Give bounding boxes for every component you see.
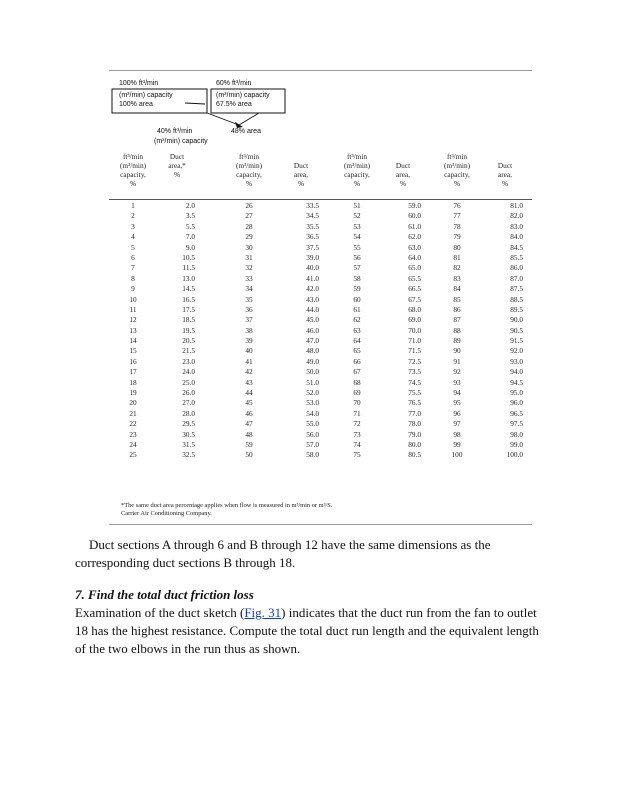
table-cell: 74 <box>353 439 361 449</box>
table-cell: 97 <box>453 419 461 429</box>
table-cell: 5.5 <box>185 221 195 231</box>
table-cell: 65 <box>353 346 361 356</box>
table-cell: 93.0 <box>510 356 523 366</box>
table-row <box>109 408 532 418</box>
table-cell: 85.5 <box>510 252 523 262</box>
table-cell: 39 <box>245 336 253 346</box>
column-header-line: % <box>453 179 461 188</box>
table-cell: 54 <box>353 232 361 242</box>
table-cell: 47 <box>245 419 253 429</box>
table-cell: 55.0 <box>306 419 319 429</box>
table-cell: 76.5 <box>408 398 421 408</box>
table-cell: 94.0 <box>510 367 523 377</box>
table-cell: 90 <box>453 346 461 356</box>
table-cell: 48 <box>245 429 253 439</box>
table-cell: 59.0 <box>408 201 421 210</box>
paragraph-duct-sections: Duct sections A through 6 and B through 12 have the same dimensions as the corresponding duct sections B through 18. <box>75 537 491 570</box>
table-cell: 86.0 <box>510 263 523 273</box>
column-header-line: ft³/min <box>238 152 260 161</box>
table-row <box>109 304 532 314</box>
diag-label-48-area: 48% area <box>231 128 261 135</box>
table-cell: 61.0 <box>408 221 421 231</box>
table-cell: 46.0 <box>306 325 319 335</box>
table-cell: 17.5 <box>182 304 195 314</box>
column-header <box>335 152 379 188</box>
column-header-line: ft³/min <box>446 152 468 161</box>
table-cell: 66 <box>353 356 361 366</box>
table-cell: 67 <box>353 367 361 377</box>
table-row <box>109 449 532 459</box>
column-header-line: capacity, <box>120 170 146 179</box>
table-cell: 30 <box>245 242 253 252</box>
table-cell: 22 <box>129 419 137 429</box>
table-cell: 53.0 <box>306 398 319 408</box>
table-cell: 78 <box>453 221 461 231</box>
column-header-line: % <box>129 179 137 188</box>
table-cell: 85 <box>453 294 461 304</box>
table-cell: 87.0 <box>510 273 523 283</box>
table-row <box>109 231 532 241</box>
table-cell: 76 <box>453 201 461 210</box>
table-cell: 58 <box>353 273 361 283</box>
table-cell: 51 <box>353 201 361 210</box>
table-cell: 4 <box>131 232 135 242</box>
table-cell: 82.0 <box>510 211 523 221</box>
table-cell: 98 <box>453 429 461 439</box>
table-cell: 33 <box>245 273 253 283</box>
diag-label-100-cfm: 100% ft³/min <box>119 80 159 87</box>
table-cell: 89 <box>453 336 461 346</box>
table-cell: 36.5 <box>306 232 319 242</box>
table-cell: 89.5 <box>510 304 523 314</box>
table-cell: 2.0 <box>185 201 195 210</box>
paragraph-text-after-link: ) indicates that the duct run from the fan to outlet 18 has the highest resistance. Compute the total duct run length and the equivalent length of the two elbows in the run thus as shown. <box>75 605 539 656</box>
table-row <box>109 325 532 335</box>
table-cell: 58.0 <box>306 450 319 460</box>
table-cell: 46 <box>245 408 253 418</box>
column-header <box>111 152 155 188</box>
table-cell: 69 <box>353 388 361 398</box>
table-cell: 75 <box>353 450 361 460</box>
table-cell: 9 <box>131 284 135 294</box>
table-cell: 39.0 <box>306 252 319 262</box>
table-cell: 10.5 <box>182 252 195 262</box>
table-cell: 13.0 <box>182 273 195 283</box>
table-cell: 17 <box>129 367 137 377</box>
column-header <box>279 161 323 188</box>
table-cell: 14 <box>129 336 137 346</box>
table-cell: 14.5 <box>182 284 195 294</box>
column-header-line: area,* <box>168 161 186 170</box>
table-cell: 20 <box>129 398 137 408</box>
table-cell: 2 <box>131 211 135 221</box>
table-cell: 43.0 <box>306 294 319 304</box>
table-cell: 18 <box>129 377 137 387</box>
table-cell: 71 <box>353 408 361 418</box>
table-row <box>109 294 532 304</box>
column-header-line: capacity, <box>444 170 470 179</box>
duct-split-diagram <box>109 71 532 153</box>
table-cell: 88.5 <box>510 294 523 304</box>
table-cell: 43 <box>245 377 253 387</box>
table-cell: 27 <box>245 211 253 221</box>
table-cell: 90.0 <box>510 315 523 325</box>
table-source: Carrier Air Conditioning Company. <box>121 510 212 517</box>
table-cell: 100 <box>451 450 463 460</box>
column-header <box>227 152 271 188</box>
table-cell: 18.5 <box>182 315 195 325</box>
diag-label-60-area: 67.5% area <box>216 101 252 108</box>
table-cell: 37.5 <box>306 242 319 252</box>
table-cell: 38 <box>245 325 253 335</box>
table-cell: 49.0 <box>306 356 319 366</box>
diag-label-100-capacity: (m³/min) capacity <box>119 92 173 99</box>
duct-table-figure <box>109 70 532 525</box>
diag-label-100-area: 100% area <box>119 101 153 108</box>
table-cell: 33.5 <box>306 201 319 210</box>
table-cell: 95.0 <box>510 388 523 398</box>
diag-label-60-capacity: (m³/min) capacity <box>216 92 270 99</box>
table-cell: 13 <box>129 325 137 335</box>
table-cell: 94 <box>453 388 461 398</box>
column-header-line: % <box>353 179 361 188</box>
table-cell: 99.0 <box>510 439 523 449</box>
table-cell: 59 <box>353 284 361 294</box>
table-cell: 94.5 <box>510 377 523 387</box>
table-cell: 81 <box>453 252 461 262</box>
table-cell: 30.5 <box>182 429 195 439</box>
table-cell: 54.0 <box>306 408 319 418</box>
figure-link[interactable]: Fig. 31 <box>244 605 282 620</box>
table-cell: 5 <box>131 242 135 252</box>
column-header <box>381 161 425 188</box>
table-cell: 34 <box>245 284 253 294</box>
table-cell: 1 <box>131 201 135 210</box>
table-cell: 7.0 <box>185 232 195 242</box>
table-cell: 25.0 <box>182 377 195 387</box>
table-cell: 27.0 <box>182 398 195 408</box>
table-row <box>109 210 532 220</box>
table-cell: 24.0 <box>182 367 195 377</box>
table-row <box>109 335 532 345</box>
column-header-line: area, <box>396 170 410 179</box>
diag-label-60-cfm: 60% ft³/min <box>216 80 252 87</box>
table-cell: 10 <box>129 294 137 304</box>
table-cell: 75.5 <box>408 388 421 398</box>
paragraph-friction-loss <box>75 604 547 658</box>
diag-label-40-capacity: (m³/min) capacity <box>154 138 208 145</box>
table-cell: 20.5 <box>182 336 195 346</box>
table-cell: 78.0 <box>408 419 421 429</box>
table-cell: 19 <box>129 388 137 398</box>
column-header-line: Duct <box>395 161 411 170</box>
table-cell: 42 <box>245 367 253 377</box>
table-row <box>109 429 532 439</box>
table-cell: 95 <box>453 398 461 408</box>
table-cell: 45 <box>245 398 253 408</box>
table-cell: 50.0 <box>306 367 319 377</box>
table-cell: 67.5 <box>408 294 421 304</box>
table-cell: 63.0 <box>408 242 421 252</box>
table-cell: 73.5 <box>408 367 421 377</box>
section-heading: 7. Find the total duct friction loss <box>75 587 254 602</box>
table-cell: 64 <box>353 336 361 346</box>
table-cell: 88 <box>453 325 461 335</box>
column-header-line: (m³/min) <box>343 161 371 170</box>
column-header-line: % <box>297 179 305 188</box>
table-cell: 91 <box>453 356 461 366</box>
table-cell: 60.0 <box>408 211 421 221</box>
table-cell: 11 <box>129 304 137 314</box>
table-cell: 44 <box>245 388 253 398</box>
paragraph-text-before-link: Examination of the duct sketch ( <box>75 605 245 620</box>
table-cell: 55 <box>353 242 361 252</box>
table-row <box>109 252 532 262</box>
table-cell: 80.5 <box>408 450 421 460</box>
table-cell: 53 <box>353 221 361 231</box>
table-cell: 24 <box>129 439 137 449</box>
column-header-line: capacity, <box>344 170 370 179</box>
table-cell: 15 <box>129 346 137 356</box>
table-cell: 80.0 <box>408 439 421 449</box>
table-cell: 62.0 <box>408 232 421 242</box>
table-row <box>109 377 532 387</box>
table-cell: 64.0 <box>408 252 421 262</box>
table-cell: 77 <box>453 211 461 221</box>
table-row <box>109 439 532 449</box>
body-text <box>75 536 547 658</box>
table-cell: 92 <box>453 367 461 377</box>
table-cell: 41.0 <box>306 273 319 283</box>
table-cell: 16.5 <box>182 294 195 304</box>
table-row <box>109 366 532 376</box>
table-cell: 90.5 <box>510 325 523 335</box>
column-header-line: % <box>501 179 509 188</box>
table-cell: 34.5 <box>306 211 319 221</box>
table-row <box>109 345 532 355</box>
table-cell: 99 <box>453 439 461 449</box>
column-header-line: ft³/min <box>346 152 368 161</box>
table-cell: 41 <box>245 356 253 366</box>
table-row <box>109 418 532 428</box>
table-cell: 62 <box>353 315 361 325</box>
column-header-line: % <box>245 179 253 188</box>
table-cell: 71.5 <box>408 346 421 356</box>
table-cell: 8 <box>131 273 135 283</box>
column-header-line: (m³/min) <box>443 161 471 170</box>
table-cell: 7 <box>131 263 135 273</box>
table-cell: 70 <box>353 398 361 408</box>
table-row <box>109 221 532 231</box>
table-row <box>109 200 532 210</box>
table-cell: 61 <box>353 304 361 314</box>
table-cell: 96 <box>453 408 461 418</box>
table-cell: 35.5 <box>306 221 319 231</box>
column-header-line: area, <box>294 170 308 179</box>
table-cell: 69.0 <box>408 315 421 325</box>
table-cell: 19.5 <box>182 325 195 335</box>
table-cell: 70.0 <box>408 325 421 335</box>
table-cell: 84.5 <box>510 242 523 252</box>
column-header-line: (m³/min) <box>235 161 263 170</box>
table-cell: 84.0 <box>510 232 523 242</box>
table-cell: 57 <box>353 263 361 273</box>
table-cell: 31.5 <box>182 439 195 449</box>
table-cell: 72.5 <box>408 356 421 366</box>
table-cell: 51.0 <box>306 377 319 387</box>
table-cell: 83 <box>453 273 461 283</box>
table-row <box>109 356 532 366</box>
table-row <box>109 387 532 397</box>
table-row <box>109 397 532 407</box>
table-cell: 83.0 <box>510 221 523 231</box>
table-cell: 60 <box>353 294 361 304</box>
table-cell: 11.5 <box>182 263 195 273</box>
table-cell: 35 <box>245 294 253 304</box>
table-cell: 28.0 <box>182 408 195 418</box>
table-footnote: *The same duct area percentage applies when flow is measured in m³/min or m³/S. <box>121 502 333 509</box>
table-cell: 72 <box>353 419 361 429</box>
table-row <box>109 283 532 293</box>
table-cell: 52.0 <box>306 388 319 398</box>
column-header-line: % <box>173 170 181 179</box>
table-footnote-block <box>121 502 332 518</box>
table-cell: 56 <box>353 252 361 262</box>
table-body <box>109 199 532 460</box>
column-header-line: ft³/min <box>122 152 144 161</box>
table-cell: 84 <box>453 284 461 294</box>
table-cell: 63 <box>353 325 361 335</box>
column-header <box>435 152 479 188</box>
table-cell: 96.5 <box>510 408 523 418</box>
table-cell: 100.0 <box>506 450 523 460</box>
table-cell: 36 <box>245 304 253 314</box>
table-cell: 68 <box>353 377 361 387</box>
table-row <box>109 262 532 272</box>
table-cell: 25 <box>129 450 137 460</box>
table-cell: 44.0 <box>306 304 319 314</box>
table-cell: 3 <box>131 221 135 231</box>
table-cell: 87.5 <box>510 284 523 294</box>
table-cell: 29.5 <box>182 419 195 429</box>
table-cell: 26 <box>245 201 253 210</box>
table-cell: 73 <box>353 429 361 439</box>
table-cell: 81.0 <box>510 201 523 210</box>
table-cell: 98.0 <box>510 429 523 439</box>
table-cell: 74.5 <box>408 377 421 387</box>
column-header-line: Duct <box>293 161 309 170</box>
table-row <box>109 273 532 283</box>
table-cell: 23.0 <box>182 356 195 366</box>
table-cell: 50 <box>245 450 253 460</box>
table-cell: 65.5 <box>408 273 421 283</box>
table-cell: 48.0 <box>306 346 319 356</box>
table-cell: 93 <box>453 377 461 387</box>
column-header-line: % <box>399 179 407 188</box>
diag-label-40-cfm: 40% ft³/min <box>157 128 193 135</box>
table-cell: 3.5 <box>185 211 195 221</box>
table-cell: 23 <box>129 429 137 439</box>
table-cell: 31 <box>245 252 253 262</box>
table-cell: 96.0 <box>510 398 523 408</box>
table-cell: 40 <box>245 346 253 356</box>
table-cell: 32 <box>245 263 253 273</box>
table-cell: 52 <box>353 211 361 221</box>
table-cell: 91.5 <box>510 336 523 346</box>
table-cell: 29 <box>245 232 253 242</box>
table-cell: 12 <box>129 315 137 325</box>
column-header-line: Duct <box>497 161 513 170</box>
table-row <box>109 242 532 252</box>
column-header-line: area, <box>498 170 512 179</box>
table-cell: 66.5 <box>408 284 421 294</box>
column-header-line: Duct <box>169 152 185 161</box>
column-header <box>155 152 199 179</box>
table-cell: 80 <box>453 242 461 252</box>
column-header-line: capacity, <box>236 170 262 179</box>
table-cell: 21.5 <box>182 346 195 356</box>
table-cell: 16 <box>129 356 137 366</box>
table-cell: 9.0 <box>185 242 195 252</box>
table-cell: 6 <box>131 252 135 262</box>
table-cell: 65.0 <box>408 263 421 273</box>
table-cell: 32.5 <box>182 450 195 460</box>
table-cell: 57.0 <box>306 439 319 449</box>
table-cell: 71.0 <box>408 336 421 346</box>
table-cell: 82 <box>453 263 461 273</box>
table-cell: 45.0 <box>306 315 319 325</box>
table-cell: 86 <box>453 304 461 314</box>
table-row <box>109 314 532 324</box>
table-cell: 37 <box>245 315 253 325</box>
table-cell: 59 <box>245 439 253 449</box>
table-cell: 56.0 <box>306 429 319 439</box>
table-cell: 79.0 <box>408 429 421 439</box>
column-header <box>483 161 527 188</box>
table-cell: 97.5 <box>510 419 523 429</box>
table-cell: 92.0 <box>510 346 523 356</box>
table-cell: 79 <box>453 232 461 242</box>
column-header-line: (m³/min) <box>119 161 147 170</box>
table-cell: 28 <box>245 221 253 231</box>
table-cell: 21 <box>129 408 137 418</box>
table-cell: 87 <box>453 315 461 325</box>
table-cell: 40.0 <box>306 263 319 273</box>
table-cell: 26.0 <box>182 388 195 398</box>
table-cell: 68.0 <box>408 304 421 314</box>
table-cell: 77.0 <box>408 408 421 418</box>
table-cell: 47.0 <box>306 336 319 346</box>
table-cell: 42.0 <box>306 284 319 294</box>
